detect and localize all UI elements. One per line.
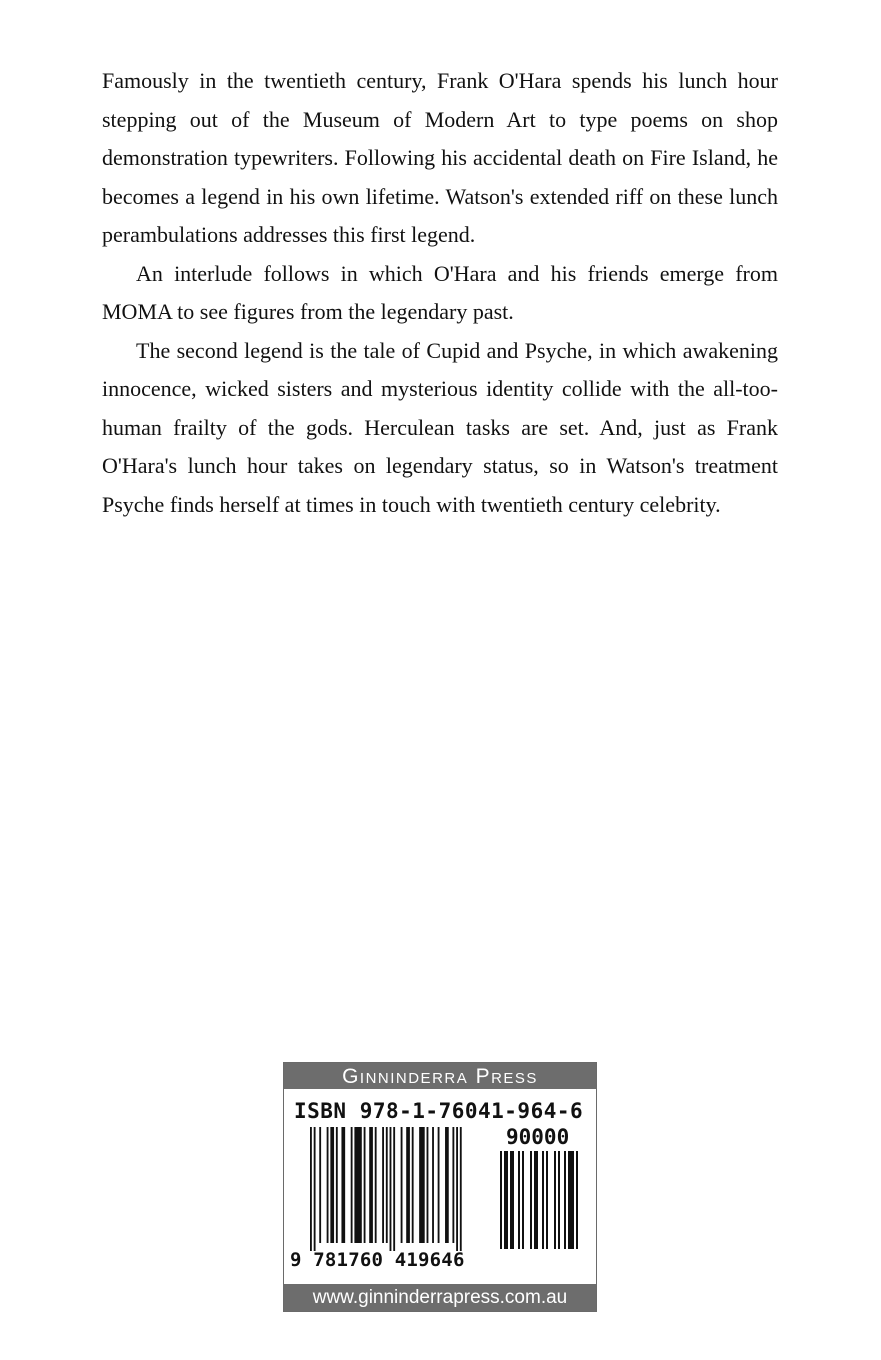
back-cover-blurb <box>102 62 778 524</box>
isbn-number: ISBN 978-1-76041-964-6 <box>294 1099 584 1123</box>
publisher-name: Ginninderra Press <box>284 1063 596 1089</box>
blurb-paragraph-3: The second legend is the tale of Cupid and Psyche, in which awakening innocence, wicked sisters and mysterious identity collide with the all-too-human frailty of the gods. Herculean tasks are set. And, just as Frank O'Hara's lunch hour takes on legendary status, so in Watson's treatment Psyche finds herself at times in touch with twentieth century celebrity. <box>102 337 778 517</box>
publisher-url: www.ginninderrapress.com.au <box>284 1284 596 1311</box>
ean-digits: 9 781760 419646 <box>290 1249 465 1271</box>
barcode-icon <box>284 1063 596 1311</box>
blurb-paragraph-1: Famously in the twentieth century, Frank O'Hara spends his lunch hour stepping out of the Museum of Modern Art to type poems on shop demonstration typewriters. Following his accidental death on Fire Island, he becomes a legend in his own lifetime. Watson's extended riff on these lunch perambulations addresses this first legend. <box>102 68 778 247</box>
blurb-paragraph-2: An interlude follows in which O'Hara and his friends emerge from MOMA to see figures from the legendary past. <box>102 260 778 324</box>
isbn-barcode-block <box>284 1063 596 1311</box>
price-addon-digits: 90000 <box>506 1125 570 1149</box>
